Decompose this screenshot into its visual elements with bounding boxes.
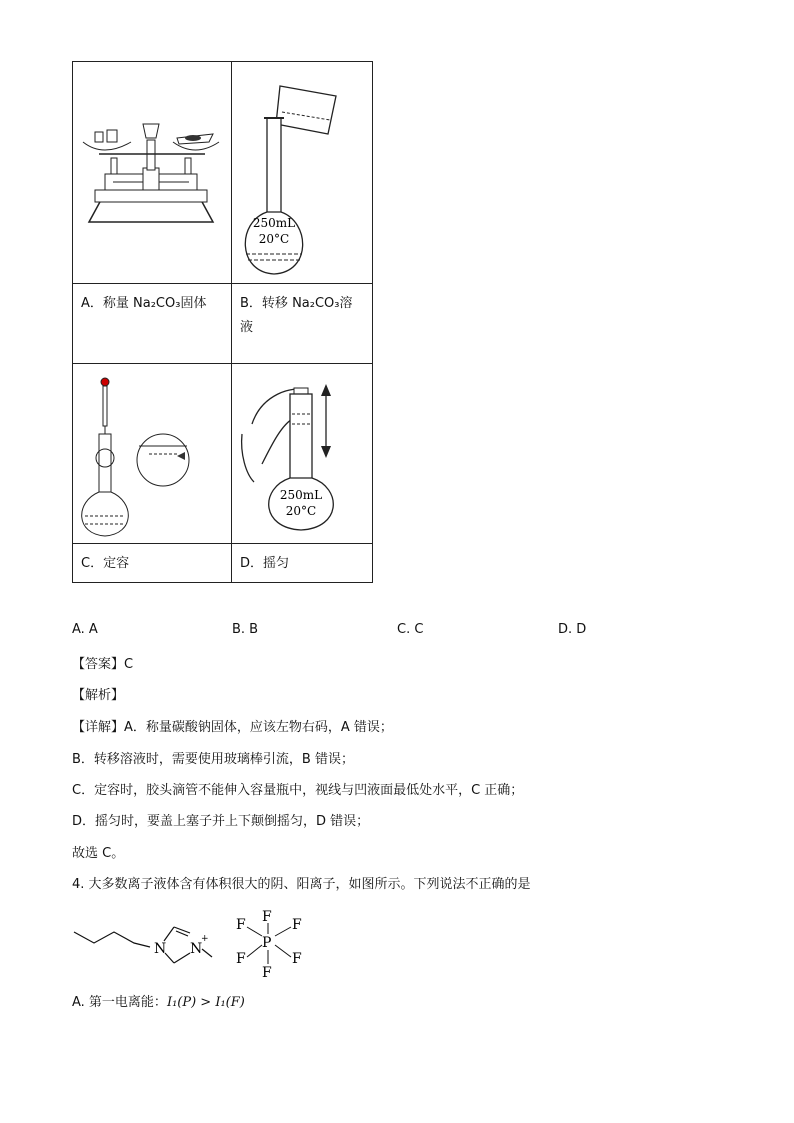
cell-a-image bbox=[72, 61, 232, 284]
detail-line-5: 故选 C。 bbox=[72, 846, 125, 861]
option-a-formula: I₁(P) > I₁(F) bbox=[166, 995, 245, 1010]
option-b: B. B bbox=[232, 622, 259, 637]
answer-line bbox=[72, 653, 133, 672]
question-4-option-a bbox=[72, 991, 245, 1010]
cell-b-image bbox=[231, 61, 373, 284]
caption-b-suffix: 溶液 bbox=[240, 296, 353, 335]
dropper-illustration bbox=[73, 364, 231, 543]
charge-plus: + bbox=[201, 934, 209, 944]
flask-temp-d: 20°C bbox=[285, 504, 317, 518]
caption-c: C．定容 bbox=[81, 556, 130, 571]
caption-a-prefix: A．称量 bbox=[81, 296, 134, 311]
atom-n1: N bbox=[154, 941, 167, 957]
option-d: D. D bbox=[558, 622, 587, 637]
answer-value: C bbox=[124, 657, 134, 672]
ionic-liquid-structure bbox=[72, 905, 312, 985]
atom-f-top: F bbox=[262, 909, 272, 925]
question-4: 4. 大多数离子液体含有体积很大的阴、阳离子，如图所示。下列说法不正确的是 bbox=[72, 877, 531, 892]
cell-d-caption bbox=[231, 543, 373, 583]
caption-b-formula: Na₂CO₃ bbox=[292, 296, 340, 311]
atom-f-downright: F bbox=[292, 951, 302, 967]
transfer-illustration bbox=[232, 62, 372, 283]
detail-line-3: C．定容时，胶头滴管不能伸入容量瓶中，视线与凹液面最低处水平，C 正确； bbox=[72, 783, 524, 798]
cell-d-image bbox=[231, 363, 373, 544]
option-a-prefix: A. 第一电离能： bbox=[72, 995, 167, 1010]
cell-c-image bbox=[72, 363, 232, 544]
caption-a-formula: Na₂CO₃ bbox=[133, 296, 181, 311]
detail-line-1: 【详解】A．称量碳酸钠固体，应该左物右码，A 错误； bbox=[72, 720, 393, 735]
atom-p: P bbox=[262, 935, 272, 951]
option-c: C. C bbox=[397, 622, 424, 637]
atom-f-downleft: F bbox=[236, 951, 246, 967]
option-a: A. A bbox=[72, 622, 98, 637]
analysis-tag: 【解析】 bbox=[72, 688, 125, 703]
cell-a-caption bbox=[72, 283, 232, 364]
caption-d: D．摇匀 bbox=[240, 556, 290, 571]
balance-illustration bbox=[73, 62, 231, 283]
flask-temp-b: 20°C bbox=[258, 232, 290, 246]
detail-line-2: B．转移溶液时，需要使用玻璃棒引流，B 错误； bbox=[72, 752, 354, 767]
atom-f-upleft: F bbox=[236, 917, 246, 933]
caption-b-prefix: B．转移 bbox=[240, 296, 293, 311]
atom-f-bottom: F bbox=[262, 965, 272, 981]
answer-tag: 【答案】 bbox=[72, 657, 125, 672]
experiment-table bbox=[72, 61, 373, 583]
flask-volume-b: 250mL bbox=[252, 216, 296, 230]
flask-volume-d: 250mL bbox=[279, 488, 323, 502]
cell-c-caption bbox=[72, 543, 232, 583]
atom-f-upright: F bbox=[292, 917, 302, 933]
caption-a-suffix: 固体 bbox=[180, 296, 207, 311]
shake-illustration bbox=[232, 364, 372, 543]
detail-line-4: D．摇匀时，要盖上塞子并上下颠倒摇匀，D 错误； bbox=[72, 814, 370, 829]
cell-b-caption bbox=[231, 283, 373, 364]
atom-n2: N bbox=[190, 941, 203, 957]
